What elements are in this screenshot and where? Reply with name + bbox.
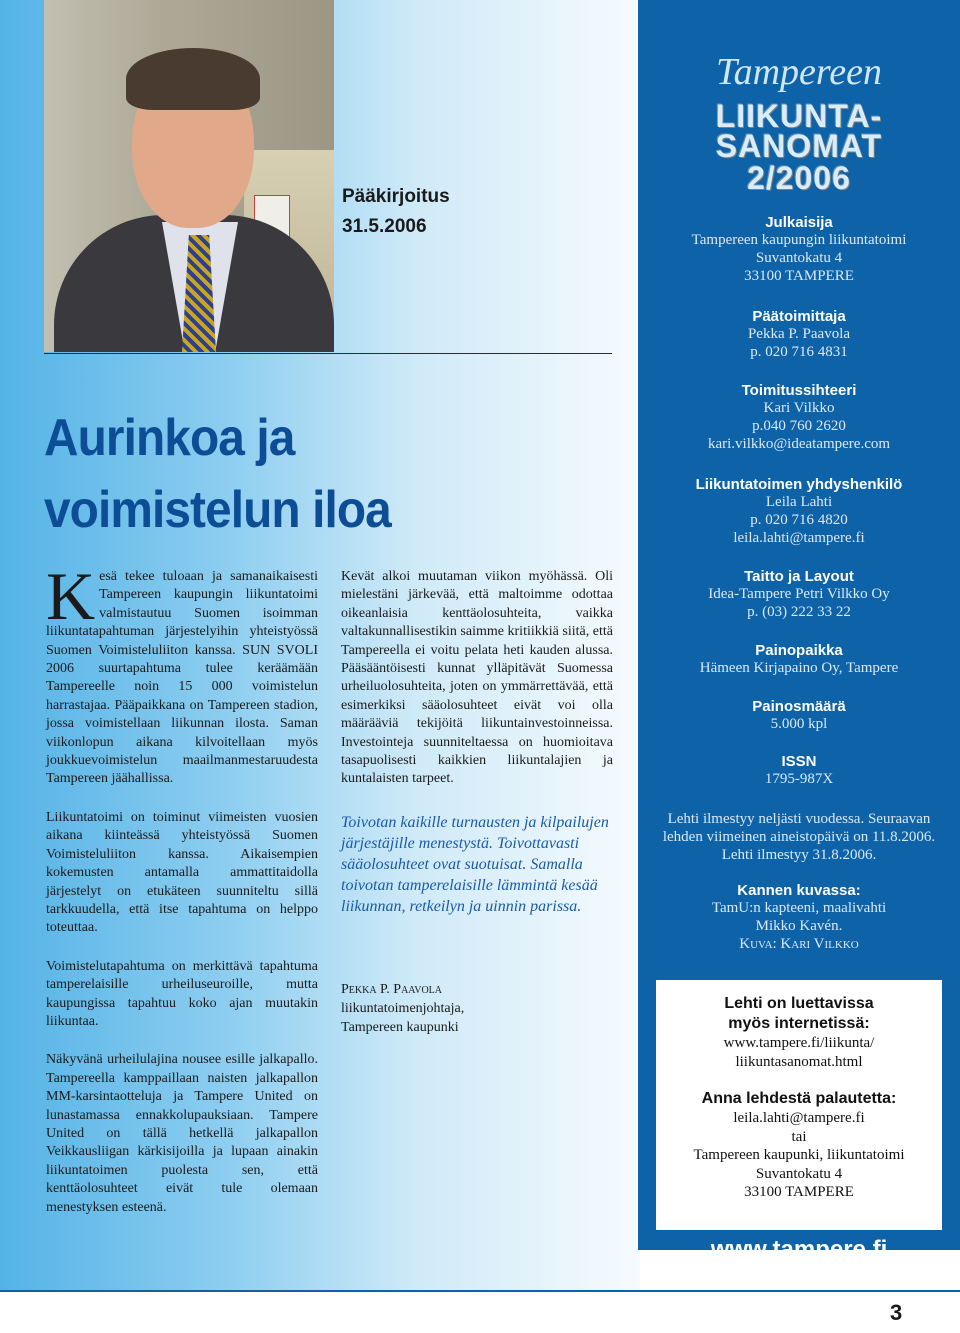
article-column-1 <box>46 558 318 1237</box>
headline-line1: Aurinkoa ja <box>44 409 295 467</box>
signature-name: Pekka P. Paavola <box>341 982 443 997</box>
paragraph: esä tekee tuloaan ja samanaikaisesti Tampereen kaupungin liikuntatoimi valmistautuu Suomen isoimman liikuntatapahtuman järjestelyihin yhteistyössä Suomen Voimisteluliiton kanssa. SUN SVOLI 2006 suurtapahtuma tulee keräämään Tampereelle noin 15 000 voimistelun harrastajaa. Pääpaikkana on Tampereen stadion, jossa voimistellaan liikunnan ilosta. Saman viikonlopun aikana kilvoitellaan myös joukkuevoimistelun maailmanmestaruudesta Tampereen jäähallissa. <box>46 569 318 787</box>
publisher-info: Julkaisija Tampereen kaupungin liikuntatoimi Suvantokatu 4 33100 TAMPERE <box>691 214 907 284</box>
masthead-city: Tampereen <box>715 51 883 93</box>
headline-line2: voimistelun iloa <box>44 481 391 539</box>
site-url[interactable]: www.tampere.fi <box>710 1236 888 1263</box>
paragraph: Näkyvänä urheilulajina nousee esille jalkapallo. Tampereella kamppaillaan naisten jalkapallon MM-karsintaotteluja ja Tampere United on lunastamassa ennakkolupauksiaan. Tampere United on tällä hetkellä jalkapallon Veikkausliigan kärkisijoilla ja lupaan ainakin liikuntatoimen puolesta sen, että kenttäolosuhteet eivät tule olemaan menestyksen esteenä. <box>46 1052 318 1215</box>
page-number: 3 <box>890 1300 903 1325</box>
count-info: Painosmäärä 5.000 kpl <box>752 698 846 732</box>
paragraph: Voimistelutapahtuma on merkittävä tapahtuma tamperelaisille urheiluseuroille, mutta kaupungissa tapahtuu koko ajan muutakin liikuntaa. <box>46 958 318 1029</box>
issn-info: ISSN 1795-987X <box>764 753 834 787</box>
paragraph: Kevät alkoi muutaman viikon myöhässä. Oli mielestäni järkevää, että maltoimme odottaa oikeanlaisia kenttäolosuhteita, vaikka valtakunnallisestikin saimme kritiikkiä siitä, että Tampereella ei voitu pelata heti kauden alussa. Pääsääntöisesti kunnat ylläpitävät Suomessa urheiluolosuhteita, joten on ymmärrettävää, että esimerkiksi sääolosuhteet eivät voi olla määrääviä tekijöitä liikuntainvestoinneissa. Investointeja suunniteltaessa on huomioitava tasapuolisesti kaikkien liikuntalajien ja kuntalaisten tarpeet. <box>341 569 613 787</box>
web-link[interactable]: www.tampere.fi/liikunta/ <box>723 1035 875 1051</box>
masthead-title-2: SANOMAT <box>715 128 883 164</box>
author-photo <box>44 0 334 352</box>
contact-info: Liikuntatoimen yhdyshenkilö Leila Lahti p. 020 716 4820 leila.lahti@tampere.fi <box>695 476 903 546</box>
drop-cap: K <box>46 558 96 634</box>
signature-title: liikuntatoimenjohtaja, <box>341 1001 465 1016</box>
schedule-info: Lehti ilmestyy neljästi vuodessa. Seuraavan lehden viimeinen aineistopäivä on 11.8.2006. Lehti ilmestyy 31.8.2006. <box>662 811 936 863</box>
article-column-2 <box>341 568 613 809</box>
cover-info: Kannen kuvassa: TamU:n kapteeni, maalivahti Mikko Kavén. Kuva: Kari Vilkko <box>711 882 887 952</box>
signature <box>341 980 621 1037</box>
layout-info: Taitto ja Layout Idea-Tampere Petri Vilkko Oy p. (03) 222 33 22 <box>708 568 890 620</box>
print-info: Painopaikka Hämeen Kirjapaino Oy, Tampere <box>699 642 899 676</box>
online-feedback-box: Lehti on luettavissa myös internetissä: www.tampere.fi/liikunta/ liikuntasanomat.html Anna lehdestä palautetta: leila.lahti@tampere.fi tai Tampereen kaupunki, liikuntatoimi Suvantokatu 4 33100 TAMPERE <box>656 980 942 1230</box>
signature-org: Tampereen kaupunki <box>341 1020 459 1035</box>
editorial-date: 31.5.2006 <box>342 216 427 237</box>
feedback-email[interactable]: leila.lahti@tampere.fi <box>733 1110 865 1126</box>
paragraph: Liikuntatoimi on toiminut viimeisten vuosien aikana kiinteässä yhteistyössä Suomen Voimisteluliiton kanssa. Aikaisempien kokemusten antamalla ammattitaidolla järjestelyt on etukäteen suunniteltu sillä tarkkuudella, että itse tapahtuma on helppo toteuttaa. <box>46 809 318 936</box>
closing-quote: Toivotan kaikille turnausten ja kilpailujen järjestäjille menestystä. Toivottavasti sääolosuhteet ovat suotuisat. Samalla toivotan tamperelaisille lämmintä kesää liikunnan, retkeilyn ja uinnin parissa. <box>341 814 609 915</box>
masthead-issue: 2/2006 <box>747 160 851 196</box>
editor-info: Päätoimittaja Pekka P. Paavola p. 020 716 4831 <box>747 308 851 360</box>
secretary-info: Toimitussihteeri Kari Vilkko p.040 760 2620 kari.vilkko@ideatampere.com <box>707 382 891 452</box>
editorial-kicker: Pääkirjoitus <box>342 186 450 207</box>
web-link[interactable]: liikuntasanomat.html <box>735 1053 863 1070</box>
masthead-title-1: LIIKUNTA- <box>715 98 883 134</box>
bottom-rule <box>0 1290 960 1292</box>
photo-rule <box>44 353 612 354</box>
